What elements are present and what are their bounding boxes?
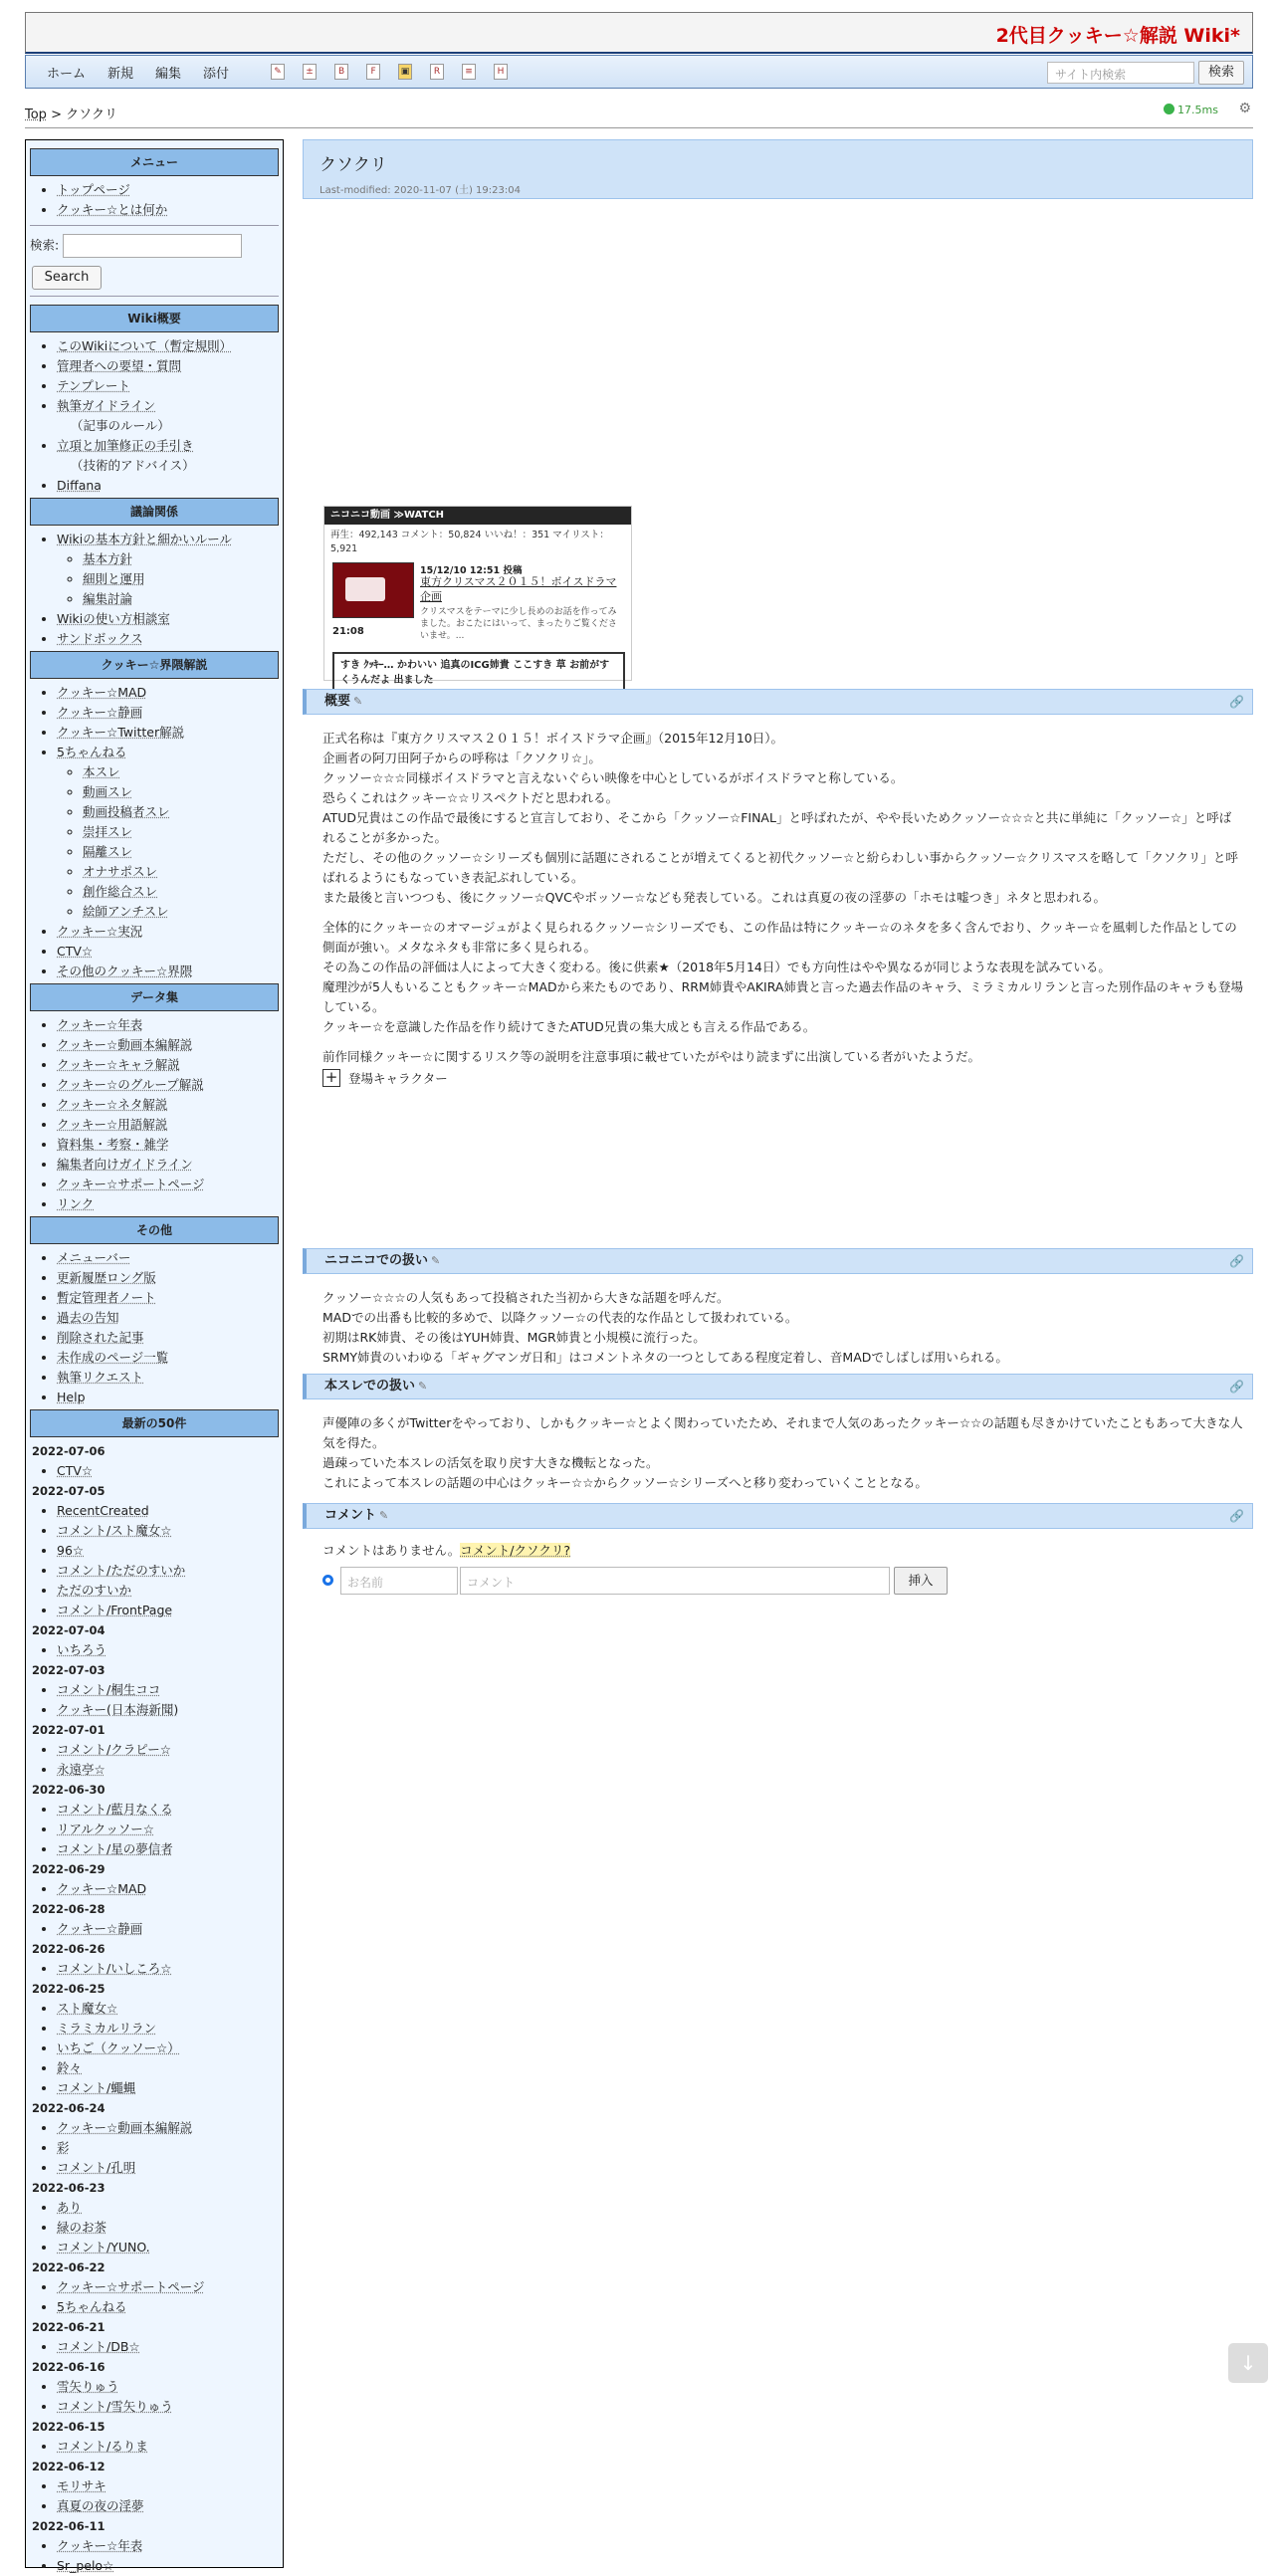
nav-bar: [25, 55, 1253, 89]
sidebar-item[interactable]: • 資料集・考察・雑学: [57, 1135, 279, 1155]
recent-group: [30, 1740, 279, 1780]
nav-new[interactable]: 新規: [107, 66, 134, 82]
sidebar-item[interactable]: • クッキー☆MAD: [57, 683, 279, 703]
sidebar-heading-menu: メニュー: [30, 148, 279, 176]
edit-icon[interactable]: ✎: [271, 64, 285, 80]
recent-group: [30, 2277, 279, 2317]
video-length: 21:08: [332, 626, 364, 637]
sidebar-item[interactable]: • コメント/星の夢信者: [57, 1839, 279, 1859]
recent-date: 2022-07-06: [32, 1444, 106, 1458]
paragraph: これによって本スレの話題の中心はクッキー☆☆からクッソー☆シリーズへと移り変わっていくこととなる。: [322, 1475, 928, 1490]
name-field[interactable]: お名前: [340, 1567, 458, 1595]
link-icon[interactable]: 🔗: [1229, 1380, 1244, 1394]
video-stats: 再生：492,143 コメント：50,824 いいね！：351 マイリスト：5,921: [330, 530, 609, 554]
sidebar-item[interactable]: ◦ 細則と運用: [83, 569, 279, 589]
backup-icon[interactable]: B: [334, 64, 348, 80]
recent-group: [30, 2476, 279, 2516]
section-body: [322, 1413, 1243, 1493]
paragraph: 過疎っていた本スレの活気を取り戻す大きな機転となった。: [322, 1455, 659, 1470]
nav-attach[interactable]: 添付: [203, 66, 230, 82]
nav-home[interactable]: ホーム: [47, 66, 87, 82]
sidebar-item[interactable]: • 真夏の夜の淫夢: [57, 2496, 279, 2516]
sidebar-item[interactable]: • トップページ: [57, 180, 279, 200]
recent-date: 2022-07-05: [32, 1484, 106, 1498]
paragraph: 正式名称は『東方クリスマス２０１５！ボイスドラマ企画』（2015年12月10日）。: [322, 731, 783, 746]
sidebar-item[interactable]: • 削除された記事: [57, 1328, 279, 1348]
sidebar-item[interactable]: • 暫定管理者ノート: [57, 1288, 279, 1308]
sidebar-item[interactable]: • コメント/FrontPage: [57, 1601, 279, 1620]
sidebar-item[interactable]: • クッキー☆Twitter解説: [57, 723, 279, 743]
sidebar-item[interactable]: • コメント/いしころ☆: [57, 1959, 279, 1979]
comment-page-link[interactable]: コメント/クソクリ?: [460, 1543, 570, 1558]
page-title-box: [303, 139, 1253, 199]
recent-group: [30, 1461, 279, 1481]
gear-icon[interactable]: ⚙: [1238, 101, 1251, 116]
sidebar-heading-world: クッキー☆界隈解説: [30, 651, 279, 679]
site-header: [25, 12, 1253, 54]
sidebar-item[interactable]: • 彩: [57, 2138, 279, 2158]
paragraph: その為この作品の評価は人によって大きく変わる。後に供素★（2018年5月14日）でも方向性はやや異なるが同じような表現を試みている。: [322, 960, 1111, 974]
sidebar-item[interactable]: • クッキー☆のグループ解説: [57, 1075, 279, 1095]
status-ok-icon: [1164, 104, 1174, 114]
recent-group: [30, 1879, 279, 1899]
sidebar-item[interactable]: • Wikiの基本方針と細かいルール: [57, 530, 279, 549]
recent-date: 2022-06-23: [32, 2181, 106, 2195]
wiki-list: [30, 336, 279, 496]
recent-group: [30, 1800, 279, 1859]
section-heading: [303, 689, 1253, 715]
link-icon[interactable]: 🔗: [1229, 695, 1244, 709]
divider: [30, 225, 279, 226]
recent-group: [30, 2377, 279, 2417]
sidebar-item[interactable]: • コメント/るりま: [57, 2437, 279, 2457]
video-description: クリスマスをテーマに少し長めのお話を作ってみました。おこたにはいって、まったりご覧くださいませ。...: [420, 607, 617, 641]
sidebar-item[interactable]: • あり: [57, 2198, 279, 2218]
scroll-down-icon[interactable]: ↓: [1228, 2343, 1268, 2383]
video-date: 15/12/10 12:51 投稿: [420, 565, 523, 576]
sidebar-item[interactable]: • 鈴々: [57, 2058, 279, 2078]
recent-group: [30, 1501, 279, 1620]
sidebar-item[interactable]: ◦ 創作総合スレ: [83, 882, 279, 902]
recent-date: 2022-07-01: [32, 1723, 106, 1737]
sidebar-item[interactable]: • 5ちゃんねる: [57, 2297, 279, 2317]
site-search-button[interactable]: 検索: [1198, 61, 1244, 85]
section-heading: [303, 1503, 1253, 1529]
sidebar-item[interactable]: ◦ 絵師アンチスレ: [83, 902, 279, 922]
paragraph: クッキー☆を意識した作品を作り続けてきたATUD兄貴の集大成とも言える作品である。: [322, 1019, 816, 1034]
sidebar-item[interactable]: • スト魔女☆: [57, 1999, 279, 2019]
sidebar-item[interactable]: • ただのすいか: [57, 1581, 279, 1601]
recent-group: [30, 2118, 279, 2178]
sidebar-item[interactable]: • 5ちゃんねる: [57, 743, 279, 762]
site-title[interactable]: 2代目クッキー☆解説 Wiki*: [995, 25, 1240, 47]
sidebar-item[interactable]: ◦ 本スレ: [83, 762, 279, 782]
paragraph: MADでの出番も比較的多めで、以降クッソー☆の代表的な作品として扱われている。: [322, 1310, 798, 1325]
recent-date: 2022-07-03: [32, 1663, 106, 1677]
section-heading: [303, 1248, 1253, 1274]
data-list: [30, 1015, 279, 1214]
sidebar-item[interactable]: • 96☆: [57, 1541, 279, 1561]
sidebar-heading-data: データ集: [30, 983, 279, 1011]
breadcrumb-current: クソクリ: [66, 107, 117, 122]
divider: [25, 127, 1253, 128]
video-thumbnail[interactable]: [332, 562, 414, 618]
characters-toggle[interactable]: [322, 1069, 448, 1087]
sidebar-item[interactable]: • コメント/スト魔女☆: [57, 1521, 279, 1541]
recent-date: 2022-06-21: [32, 2320, 106, 2334]
paragraph: 魔理沙が5人もいることもクッキー☆MADから来たものであり、RRM姉貴やAKIRA姉貴と言った過去作品のキャラ、ミラミカルリランと言った別作品のキャラも登場している。: [322, 979, 1243, 1014]
recent-list: [30, 1441, 279, 2576]
sidebar-item[interactable]: ◦ オナサポスレ: [83, 862, 279, 882]
recent-date: 2022-06-12: [32, 2460, 106, 2473]
sidebar-item[interactable]: • クッキー☆実況: [57, 922, 279, 942]
section-title: 本スレでの扱い: [324, 1379, 416, 1394]
section-body: [322, 1288, 1243, 1368]
name-radio[interactable]: [322, 1575, 333, 1586]
sidebar-item[interactable]: • 更新履歴ロング版: [57, 1268, 279, 1288]
recent-date: 2022-06-30: [32, 1783, 106, 1797]
paragraph: ATUD兄貴はこの作品で最後にすると宣言しており、そこから「クッソー☆FINAL」と呼ばれたが、やや長いためクッソー☆☆☆と共に単純に「クッソー☆」と呼ばれることが多かった。: [322, 810, 1232, 845]
sidebar-item[interactable]: • Sr_pelo☆: [57, 2556, 279, 2576]
sidebar-item[interactable]: • Help: [57, 1388, 279, 1407]
sidebar-item[interactable]: • 管理者への要望・質問: [57, 356, 279, 376]
sidebar-item[interactable]: • コメント/ただのすいか: [57, 1561, 279, 1581]
sidebar-item[interactable]: • サンドボックス: [57, 629, 279, 649]
sidebar-heading-debate: 議論関係: [30, 498, 279, 526]
recent-date: 2022-06-28: [32, 1902, 106, 1916]
sidebar-item[interactable]: • コメント/桐生ココ: [57, 1680, 279, 1700]
sidebar-item[interactable]: • クッキー☆動画本編解説: [57, 1035, 279, 1055]
sidebar-item[interactable]: • 雪矢りゅう: [57, 2377, 279, 2397]
section-heading: [303, 1374, 1253, 1399]
sidebar-item[interactable]: • コメント/蠅蝿: [57, 2078, 279, 2098]
paragraph: 恐らくこれはクッキー☆☆リスペクトだと思われる。: [322, 790, 619, 805]
divider: [30, 296, 279, 297]
sidebar-item[interactable]: • クッキー☆静画: [57, 1919, 279, 1939]
sidebar-item[interactable]: • モリサキ: [57, 2476, 279, 2496]
pencil-icon[interactable]: ✎: [418, 1380, 428, 1393]
sidebar-item[interactable]: • クッキー☆用語解説: [57, 1115, 279, 1135]
sidebar-item[interactable]: • クッキー☆ネタ解説: [57, 1095, 279, 1115]
site-search-input[interactable]: サイト内検索: [1047, 62, 1194, 84]
section-title: ニコニコでの扱い: [324, 1253, 429, 1268]
sidebar-item[interactable]: • いちろう: [57, 1640, 279, 1660]
recent-date: 2022-06-25: [32, 1982, 106, 1996]
sidebar-item[interactable]: • コメント/DB☆: [57, 2337, 279, 2357]
recent-group: [30, 1999, 279, 2098]
paragraph: 前作同様クッキー☆に関するリスク等の説明を注意事項に載せていたがやはり読まずに出演している者がいたようだ。: [322, 1049, 980, 1064]
section-title: 概要: [324, 694, 351, 709]
sidebar-item[interactable]: ◦ 編集討論: [83, 589, 279, 609]
no-comment-text: コメントはありません。: [322, 1543, 461, 1558]
video-tags: すき ｸｯｷｰ… かわいい 追真のICG姉貴 ここすき 草 お前がすくうんだよ 出ました: [332, 652, 625, 692]
breadcrumb-top[interactable]: Top: [25, 107, 47, 122]
sidebar-item: （記事のルール）: [71, 418, 170, 433]
sidebar-item[interactable]: • テンプレート: [57, 376, 279, 396]
recent-date: 2022-06-29: [32, 1862, 106, 1876]
last-modified: Last-modified: 2020-11-07 (土) 19:23:04: [320, 185, 521, 196]
render-time: 17.5ms: [1164, 104, 1218, 116]
recent-group: [30, 1640, 279, 1660]
recent-date: 2022-07-04: [32, 1623, 106, 1637]
history-icon[interactable]: H: [494, 64, 508, 80]
recent-date: 2022-06-22: [32, 2260, 106, 2274]
freeze-icon[interactable]: F: [366, 64, 380, 80]
link-icon[interactable]: 🔗: [1229, 1254, 1244, 1268]
recent-group: [30, 1680, 279, 1720]
section-title: コメント: [324, 1508, 377, 1523]
sidebar-item[interactable]: • クッキー☆MAD: [57, 1879, 279, 1899]
recent-group: [30, 2536, 279, 2576]
sidebar-item[interactable]: • コメント/孔明: [57, 2158, 279, 2178]
world-list: [30, 683, 279, 981]
sidebar: [25, 139, 284, 2573]
paragraph: 企画者の阿刀田阿子からの呼称は「クソクリ☆」。: [322, 751, 601, 765]
sidebar-item: （技術的アドバイス）: [71, 458, 195, 473]
sidebar-item[interactable]: ◦ 基本方針: [83, 549, 279, 569]
sidebar-item[interactable]: ◦ 動画投稿者スレ: [83, 802, 279, 822]
list-icon[interactable]: ≡: [462, 64, 476, 80]
toggle-label: 登場キャラクター: [348, 1071, 448, 1086]
link-icon[interactable]: 🔗: [1229, 1509, 1244, 1523]
sidebar-item[interactable]: • リアルクッソー☆: [57, 1820, 279, 1839]
recent-date: 2022-06-24: [32, 2101, 106, 2115]
expand-icon[interactable]: +: [322, 1069, 340, 1087]
sidebar-item[interactable]: • コメント/藍月なくる: [57, 1800, 279, 1820]
sidebar-item[interactable]: • Wikiの使い方相談室: [57, 609, 279, 629]
sidebar-item[interactable]: • クッキー☆サポートページ: [57, 1175, 279, 1194]
recent-group: [30, 1919, 279, 1939]
pencil-icon[interactable]: ✎: [431, 1254, 441, 1267]
sidebar-item[interactable]: • 執筆ガイドライン: [57, 396, 279, 416]
recent-group: [30, 1959, 279, 1979]
menu-list: [30, 180, 279, 220]
sidebar-heading-other: その他: [30, 1216, 279, 1244]
sidebar-item[interactable]: • Diffana: [57, 476, 279, 496]
paragraph: ただし、その他のクッソー☆シリーズも個別に話題にされることが増えてくると初代クッソー☆と紛らわしい事からクッソー☆クリスマスを略して「クソクリ」と呼ばれるようにもなっていき表記ぶれしている。: [322, 850, 1238, 885]
other-list: [30, 1248, 279, 1407]
sidebar-search-input[interactable]: [63, 234, 242, 258]
sidebar-item[interactable]: • クッキー☆静画: [57, 703, 279, 723]
paragraph: [322, 908, 1243, 918]
paragraph: 初期はRK姉貴、その後はYUH姉貴、MGR姉貴と小規模に流行った。: [322, 1330, 706, 1345]
sidebar-item[interactable]: • 未作成のページ一覧: [57, 1348, 279, 1368]
sidebar-item[interactable]: • クッキー☆年表: [57, 2536, 279, 2556]
sidebar-item[interactable]: • いちご（クッソー☆）: [57, 2039, 279, 2058]
sidebar-item[interactable]: • CTV☆: [57, 942, 279, 962]
paragraph: クッソー☆☆☆の人気もあって投稿された当初から大きな話題を呼んだ。: [322, 1290, 730, 1305]
debate-list: [30, 530, 279, 649]
nav-edit[interactable]: 編集: [155, 66, 182, 82]
sidebar-item[interactable]: • クッキー(日本海新聞): [57, 1700, 279, 1720]
recent-date: 2022-06-11: [32, 2519, 106, 2533]
recent-group: [30, 2437, 279, 2457]
sidebar-item[interactable]: ◦ 動画スレ: [83, 782, 279, 802]
sidebar-item[interactable]: • コメント/YUNO.: [57, 2238, 279, 2257]
sidebar-item[interactable]: • クッキー☆キャラ解説: [57, 1055, 279, 1075]
sidebar-item[interactable]: • その他のクッキー☆界隈: [57, 962, 279, 981]
sidebar-item[interactable]: • クッキー☆年表: [57, 1015, 279, 1035]
paragraph: [322, 1037, 1243, 1047]
recent-date: 2022-06-15: [32, 2420, 106, 2434]
sidebar-item[interactable]: • ミラミカルリラン: [57, 2019, 279, 2039]
insert-button[interactable]: 挿入: [894, 1567, 948, 1595]
paragraph: 声優陣の多くがTwitterをやっており、しかもクッキー☆とよく関わっていたため、それまで人気のあったクッキー☆☆の話題も尽きかけていたこともあって大きな人気を得た。: [322, 1415, 1243, 1450]
sidebar-item[interactable]: ◦ 崇拝スレ: [83, 822, 279, 842]
sidebar-item[interactable]: • コメント/雪矢りゅう: [57, 2397, 279, 2417]
pencil-icon[interactable]: ✎: [379, 1509, 389, 1522]
sidebar-item[interactable]: • クッキー☆サポートページ: [57, 2277, 279, 2297]
comment-status: [322, 1541, 570, 1559]
sidebar-search-button[interactable]: Search: [32, 266, 102, 290]
page-title: クソクリ: [320, 155, 387, 175]
pencil-icon[interactable]: ✎: [353, 695, 363, 708]
diff-icon[interactable]: ±: [303, 64, 317, 80]
niconico-embed[interactable]: [323, 506, 632, 686]
paragraph: SRMY姉貴のいわゆる「ギャグマンガ日和」はコメントネタの一つとしてある程度定着し、音MADでしばしば用いられる。: [322, 1350, 1008, 1365]
breadcrumb: Top > クソクリ: [25, 107, 117, 122]
sidebar-search: 検索:: [30, 234, 279, 258]
comment-field[interactable]: コメント: [460, 1567, 890, 1595]
sidebar-item[interactable]: • 編集者向けガイドライン: [57, 1155, 279, 1175]
sidebar-item[interactable]: • RecentCreated: [57, 1501, 279, 1521]
sidebar-item[interactable]: ◦ 隔離スレ: [83, 842, 279, 862]
sidebar-item[interactable]: • 過去の告知: [57, 1308, 279, 1328]
sidebar-item[interactable]: • 緑のお茶: [57, 2218, 279, 2238]
sidebar-heading-wiki: Wiki概要: [30, 305, 279, 332]
section-body: [322, 729, 1243, 1067]
paragraph: 全体的にクッキー☆のオマージュがよく見られるクッソー☆シリーズでも、この作品は特にクッキー☆のネタを多く含んでおり、クッキー☆を風刺した作品としての側面が強い。メタなネタも非常に多く見られる。: [322, 920, 1237, 955]
sidebar-item[interactable]: • 永遠亭☆: [57, 1760, 279, 1780]
recent-group: [30, 2198, 279, 2257]
rename-icon[interactable]: R: [430, 64, 444, 80]
sidebar-item[interactable]: • CTV☆: [57, 1461, 279, 1481]
paragraph: また最後と言いつつも、後にクッソー☆QVCやボッソー☆なども発表している。これは真夏の夜の淫夢の「ホモは嘘つき」ネタと思われる。: [322, 890, 1107, 905]
sidebar-item[interactable]: • このWikiについて（暫定規則）: [57, 336, 279, 356]
sidebar-item[interactable]: • 立項と加筆修正の手引き: [57, 436, 279, 456]
paragraph: クッソー☆☆☆同様ボイスドラマと言えないぐらい映像を中心としているがボイスドラマと称している。: [322, 770, 904, 785]
sidebar-item[interactable]: • メニューバー: [57, 1248, 279, 1268]
niconico-brand: ニコニコ動画 ≫WATCH: [324, 507, 631, 525]
lock-icon[interactable]: ▣: [398, 64, 412, 80]
sidebar-item[interactable]: • クッキー☆とは何か: [57, 200, 279, 220]
sidebar-item[interactable]: • コメント/クラピー☆: [57, 1740, 279, 1760]
recent-group: [30, 2337, 279, 2357]
sidebar-item[interactable]: • クッキー☆動画本編解説: [57, 2118, 279, 2138]
main-content: [303, 139, 1253, 1590]
sidebar-item[interactable]: • 執筆リクエスト: [57, 1368, 279, 1388]
sidebar-item[interactable]: • リンク: [57, 1194, 279, 1214]
sidebar-heading-recent: 最新の50件: [30, 1409, 279, 1437]
recent-date: 2022-06-26: [32, 1942, 106, 1956]
video-title[interactable]: 東方クリスマス２０１５！ボイスドラマ企画: [420, 575, 617, 603]
recent-date: 2022-06-16: [32, 2360, 106, 2374]
